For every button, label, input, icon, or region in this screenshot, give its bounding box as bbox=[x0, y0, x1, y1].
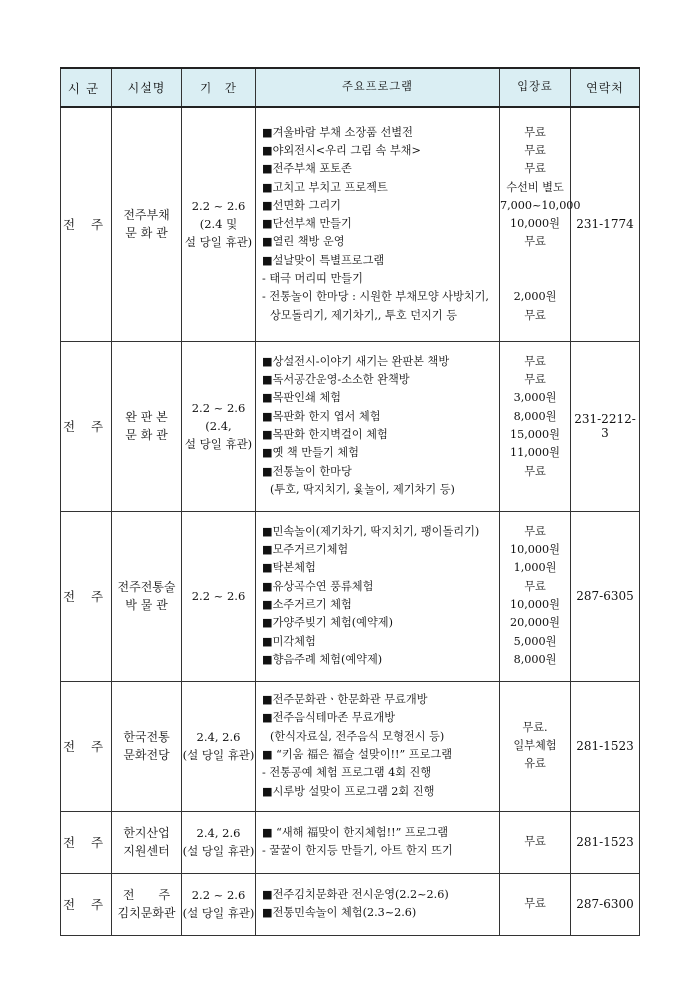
facility-cell bbox=[112, 511, 182, 681]
facility-name-line: 문화전당 bbox=[123, 748, 170, 762]
programs-cell bbox=[256, 341, 500, 511]
fee-line: 1,000원 bbox=[513, 561, 557, 575]
program-item: ■전통놀이 한마당 bbox=[262, 464, 352, 478]
period-line: 2.4, 2.6 bbox=[196, 826, 241, 840]
period-cell bbox=[182, 107, 256, 341]
fee-line: 무료 bbox=[524, 308, 546, 322]
header-row bbox=[61, 68, 640, 107]
facility-name-line: 한지산업 bbox=[123, 826, 170, 840]
festival-program-table bbox=[60, 67, 640, 936]
fee-line bbox=[500, 481, 570, 499]
program-item: ■시루방 설맞이 프로그램 2회 진행 bbox=[262, 784, 435, 798]
city-cell: 전 주 bbox=[61, 681, 112, 811]
fee-line: 무료 bbox=[524, 235, 546, 249]
program-item: ■목판인쇄 체험 bbox=[262, 391, 341, 405]
period-line: 2.2 ~ 2.6 bbox=[191, 888, 246, 902]
programs-cell bbox=[256, 681, 500, 811]
fee-line: 무료 bbox=[524, 354, 546, 368]
program-item: ■가양주빚기 체험(예약제) bbox=[262, 616, 393, 630]
fee-line: 무료 bbox=[524, 143, 546, 157]
period-line: 2.2 ~ 2.6 bbox=[191, 401, 246, 415]
period-cell bbox=[182, 811, 256, 873]
city-cell: 전 주 bbox=[61, 873, 112, 935]
programs-cell bbox=[256, 107, 500, 341]
facility-name-line: 문 화 관 bbox=[125, 428, 168, 442]
fee-line: 유료 bbox=[524, 757, 546, 771]
fee-line: 2,000원 bbox=[513, 290, 557, 304]
fee-line: 일부체험 bbox=[513, 738, 557, 752]
facility-cell bbox=[112, 811, 182, 873]
program-item: ■목판화 한지벽걸이 체험 bbox=[262, 428, 388, 441]
program-item: ■선면화 그리기 bbox=[262, 198, 341, 212]
period-line: (설 당일 휴관) bbox=[182, 906, 255, 920]
period-cell bbox=[182, 873, 256, 935]
table-row bbox=[61, 341, 640, 511]
fee-cell bbox=[500, 107, 581, 341]
program-item: ■탁본체험 bbox=[262, 561, 316, 575]
facility-cell bbox=[112, 341, 182, 511]
contact-cell: 231-2212-3 bbox=[571, 341, 640, 511]
city-cell: 전 주 bbox=[61, 811, 112, 873]
program-item: ■상설전시-이야기 새기는 완판본 책방 bbox=[262, 354, 450, 368]
fee-line: 5,000원 bbox=[513, 634, 557, 648]
facility-cell bbox=[112, 107, 182, 341]
programs-cell bbox=[256, 811, 500, 873]
program-item: - 전통공예 체험 프로그램 4회 진행 bbox=[262, 766, 432, 780]
facility-name-line: 완 판 본 bbox=[125, 410, 168, 424]
header-city: 시군 bbox=[61, 68, 112, 107]
program-item: 상모돌리기, 제기차기,, 투호 던지기 등 bbox=[270, 308, 458, 322]
contact-cell: 281-1523 bbox=[571, 681, 640, 811]
period-cell bbox=[182, 511, 256, 681]
program-item: ■소주거르기 체험 bbox=[262, 598, 352, 611]
program-item: ■전주부채 포토존 bbox=[262, 162, 352, 176]
header-programs: 주요프로그램 bbox=[256, 68, 500, 107]
program-item: ■전통민속놀이 체험(2.3~2.6) bbox=[262, 906, 417, 919]
program-item: ■유상곡수연 풍류체험 bbox=[262, 579, 374, 593]
table-row bbox=[61, 107, 640, 341]
program-item: ■전주김치문화관 전시운영(2.2~2.6) bbox=[262, 887, 449, 901]
facility-name-line: 김치문화관 bbox=[117, 906, 176, 920]
program-item: ■야외전시<우리 그림 속 부채> bbox=[262, 143, 421, 157]
period-cell bbox=[182, 341, 256, 511]
program-item: ■열린 책방 운영 bbox=[262, 235, 345, 249]
facility-name-line: 전주부채 bbox=[123, 208, 170, 223]
header-facility: 시설명 bbox=[112, 68, 182, 107]
contact-cell: 231-1774 bbox=[571, 107, 640, 341]
contact-cell: 281-1523 bbox=[571, 811, 640, 873]
fee-line: 10,000원 bbox=[510, 543, 560, 557]
period-line: 2.2 ~ 2.6 bbox=[191, 199, 246, 214]
program-item: ■고치고 부치고 프로젝트 bbox=[262, 180, 388, 194]
period-line: (설 당일 휴관) bbox=[182, 748, 255, 762]
fee-cell bbox=[500, 341, 571, 511]
program-item: ■전주음식테마존 무료개방 bbox=[262, 711, 396, 725]
program-item: ■겨울바람 부채 소장품 선별전 bbox=[262, 125, 413, 139]
facility-name-line: 전주전통술 bbox=[117, 580, 176, 594]
program-item: ■미각체험 bbox=[262, 634, 316, 648]
fee-line: 무료 bbox=[524, 464, 546, 478]
period-line: 2.4, 2.6 bbox=[196, 730, 241, 744]
program-item: ■모주거르기체험 bbox=[262, 543, 349, 557]
period-line: (설 당일 휴관) bbox=[182, 844, 255, 858]
table-body bbox=[61, 107, 640, 935]
program-item: ■ “키움 福은 福슬 설맞이!!” 프로그램 bbox=[262, 748, 453, 761]
facility-cell bbox=[112, 873, 182, 935]
program-item: ■민속놀이(제기차기, 딱지치기, 팽이돌리기) bbox=[262, 524, 480, 538]
facility-cell bbox=[112, 681, 182, 811]
city-cell: 전 주 bbox=[61, 107, 112, 341]
period-line: (2.4 및 bbox=[199, 217, 238, 232]
fee-line bbox=[500, 270, 570, 288]
program-item: (투호, 딱지치기, 윷놀이, 제기차기 등) bbox=[270, 482, 455, 496]
fee-line: 10,000원 bbox=[510, 598, 560, 611]
fee-line: 10,000원 bbox=[510, 217, 560, 231]
table-row bbox=[61, 681, 640, 811]
programs-cell bbox=[256, 511, 500, 681]
program-item: - 전통놀이 한마당 : 시원한 부채모양 사방치기, bbox=[262, 290, 489, 304]
program-item: (한식자료실, 전주음식 모형전시 등) bbox=[270, 729, 445, 743]
facility-name-line: 박 물 관 bbox=[125, 598, 168, 612]
fee-cell bbox=[500, 873, 571, 935]
programs-cell bbox=[256, 873, 500, 935]
program-item: ■향음주례 체험(예약제) bbox=[262, 652, 383, 666]
period-line: 설 당일 휴관) bbox=[184, 235, 253, 250]
fee-line: 무료. bbox=[522, 720, 548, 734]
fee-line: 무료 bbox=[524, 125, 546, 139]
period-line: (2.4, bbox=[205, 419, 232, 433]
city-cell: 전 주 bbox=[61, 341, 112, 511]
facility-name-line: 문 화 관 bbox=[125, 226, 168, 241]
fee-line: 무료 bbox=[524, 162, 546, 176]
fee-line: 무료 bbox=[524, 896, 546, 910]
header-contact: 연락처 bbox=[571, 68, 640, 107]
facility-name-line: 전 주 bbox=[122, 888, 171, 902]
fee-line: 20,000원 bbox=[510, 616, 560, 630]
fee-cell bbox=[500, 681, 571, 811]
program-item: - 꿀꿀이 한지등 만들기, 아트 한지 뜨기 bbox=[262, 844, 453, 857]
fee-line: 8,000원 bbox=[513, 652, 557, 666]
fee-line: 8,000원 bbox=[513, 409, 557, 423]
fee-line: 15,000원 bbox=[510, 428, 560, 441]
facility-name-line: 지원센터 bbox=[123, 844, 170, 858]
program-item: ■옛 책 만들기 체험 bbox=[262, 446, 359, 460]
table-row bbox=[61, 811, 640, 873]
contact-cell: 287-6305 bbox=[571, 511, 640, 681]
program-item: ■전주문화관ㆍ한문화관 무료개방 bbox=[262, 693, 428, 707]
program-item: - 태극 머리띠 만들기 bbox=[262, 271, 363, 285]
program-item: ■단선부채 만들기 bbox=[262, 217, 352, 231]
fee-cell bbox=[500, 811, 571, 873]
fee-line bbox=[500, 252, 570, 270]
program-item: ■ “새해 福맞이 한지체험!!” 프로그램 bbox=[262, 825, 449, 839]
table-row bbox=[61, 873, 640, 935]
fee-line: 11,000원 bbox=[510, 446, 560, 460]
contact-cell: 287-6300 bbox=[571, 873, 640, 935]
fee-line: 무료 bbox=[524, 579, 546, 593]
table-row bbox=[61, 511, 640, 681]
header-fee: 입장료 bbox=[500, 68, 571, 107]
header-period: 기 간 bbox=[182, 68, 256, 107]
fee-line: 무료 bbox=[524, 834, 546, 848]
fee-line: 3,000원 bbox=[513, 391, 557, 405]
fee-line: 7,000~10,000 bbox=[500, 198, 581, 212]
fee-line: 무료 bbox=[524, 524, 546, 538]
program-item: ■독서공간운영-소소한 완책방 bbox=[262, 373, 410, 387]
period-line: 설 당일 휴관) bbox=[184, 437, 253, 451]
program-item: ■목판화 한지 엽서 체험 bbox=[262, 409, 381, 423]
fee-cell bbox=[500, 511, 571, 681]
program-item: ■설날맞이 특별프로그램 bbox=[262, 253, 385, 267]
city-cell: 전 주 bbox=[61, 511, 112, 681]
fee-line: 수선비 별도 bbox=[506, 180, 564, 194]
fee-line: 무료 bbox=[524, 373, 546, 387]
period-line: 2.2 ~ 2.6 bbox=[191, 589, 246, 603]
period-cell bbox=[182, 681, 256, 811]
facility-name-line: 한국전통 bbox=[123, 730, 170, 744]
